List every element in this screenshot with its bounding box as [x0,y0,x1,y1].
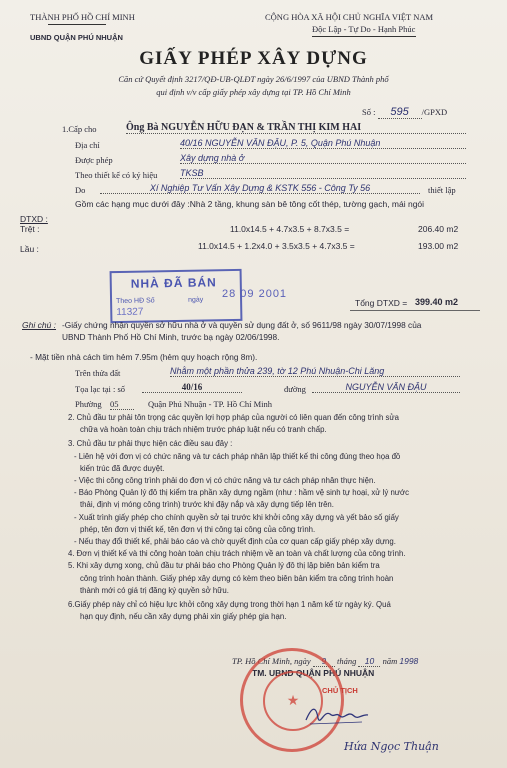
clause-line: hạn quy định, nếu cần xây dựng phải xin giấy phép gia hạn. [80,612,287,622]
document-title: GIẤY PHÉP XÂY DỰNG [139,48,368,69]
signature-role: CHỦ TỊCH [322,686,358,695]
signature-org: TM. UBND QUẬN PHÚ NHUẬN [252,668,375,678]
clause-line: - Nếu thay đổi thiết kế, phải báo cáo và chờ quyết định của cơ quan cấp giấy phép xây dựng. [74,537,396,547]
date-day: 9 [313,656,335,667]
clause-line: 3. Chủ đầu tư phải thực hiện các điều sau đây : [68,439,233,449]
ground-floor-label: Trệt : [20,224,40,234]
clause-line: 4. Đơn vị thiết kế và thi công hoàn toàn chịu trách nhiệm về an toàn và chất lượng của công trình. [68,549,406,559]
basis-line-2: qui định v/v cấp giấy phép xây dựng tại TP. Hồ Chí Minh [156,87,351,97]
street-value: NGUYỄN VĂN ĐẬU [312,382,460,393]
note-line-1: -Giấy chứng nhận quyền sở hữu nhà ở và quyền sử dụng đất ở, số 9611/98 ngày 30/07/1998 của [62,320,422,330]
signature-scribble [302,700,372,730]
permitted-value: Xây dựng nhà ở [180,153,466,164]
clause-line: - Việc thi công công trình phải do đơn vị có chức năng và tư cách pháp nhân thực hiện. [74,476,376,486]
clause-line: 5. Khi xây dựng xong, chủ đầu tư phải báo cho Phòng Quản lý đô thị lập biên bản kiểm tra [68,561,380,571]
by-value: Xí Nghiệp Tư Vấn Xây Dựng & KSTK 556 - Công Ty 56 [100,183,420,194]
ward-district-city: Quận Phú Nhuận - TP. Hồ Chí Minh [148,399,273,409]
sold-stamp-title: NHÀ ĐÃ BÁN [130,275,217,291]
issued-to-label: 1.Cấp cho [62,124,97,134]
clause-line: 6.Giấy phép này chỉ có hiệu lực khởi công xây dựng trong thời hạn 1 năm kể từ ngày ký. Quá [68,600,391,610]
note-line-2: UBND Thành Phố Hồ Chí Minh, trước bạ ngày 02/06/1998. [62,332,280,342]
date-year: 1998 [399,656,419,666]
date-month-label: tháng [336,656,357,666]
note-label: Ghi chú : [22,320,57,330]
total-value: 399.40 m2 [415,297,459,307]
plot-label: Trên thửa đất [75,368,121,378]
basis-line-1: Căn cứ Quyết định 3217/QĐ-UB-QLĐT ngày 26/6/1997 của UBND Thành phố [118,74,389,84]
clause-line: công trình hoàn thành. Giấy phép xây dựng có kèm theo biên bản kiểm tra công trình hoàn [80,573,394,583]
number-suffix: /GPXD [421,107,448,117]
header-city: THÀNH PHỐ HỒ CHÍ MINH [30,12,135,22]
seal-star-icon: ★ [286,694,300,709]
clause-line: thải, định vị móng công trình) trước khi đậy nắp và xây dựng tiếp lên trên. [80,500,334,510]
date-year-label: năm [382,656,398,666]
house-number: 40/16 [142,382,242,393]
dtxd-label: DTXD : [20,214,48,224]
sold-stamp-contract-no: 11327 [116,306,144,319]
upper-floor-formula: 11.0x14.5 + 1.2x4.0 + 3.5x3.5 + 4.7x3.5 = [198,241,355,251]
sold-stamp-date: 28 09 2001 [222,288,288,300]
number-value: 595 [378,106,422,119]
clause-line: 2. Chủ đầu tư phải tôn trọng các quyền lợi hợp pháp của người có liên quan đến công trình sửa [68,413,399,422]
date-prefix: TP. Hồ Chí Minh, ngày [232,656,311,666]
header-motto: Độc Lập - Tự Do - Hạnh Phúc [312,24,416,34]
ward-value: 05 [110,399,134,410]
by-suffix: thiết lập [428,185,456,195]
street-label: đường [284,384,306,394]
header-divider [48,24,106,25]
includes-line: Gồm các hạng mục dưới đây :Nhà 2 tầng, khung sàn bê tông cốt thép, tường gạch, mái ngói [75,199,425,209]
signer-name: Hứa Ngọc Thuận [344,740,439,753]
note-line-3: - Mặt tiền nhà cách tim hẻm 7.95m (hẻm quy hoạch rộng 8m). [30,352,258,362]
upper-floor-label: Lầu : [20,244,39,254]
design-value: TKSB [180,168,466,179]
ground-floor-formula: 11.0x14.5 + 4.7x3.5 + 8.7x3.5 = [230,224,350,234]
clause-line: phép, tên đơn vị thiết kế, tên đơn vị thi công tại công của công trình. [80,524,316,534]
address-value: 40/16 NGUYỄN VĂN ĐẬU, P. 5, Quận Phú Nhuận [180,138,466,149]
permitted-label: Được phép [75,155,113,165]
by-label: Do [75,185,86,195]
plot-value: Nhằm một phần thửa 239, tờ 12 Phú Nhuận-Chi Lăng [170,366,460,377]
upper-floor-value: 193.00 m2 [418,241,459,251]
header-district: UBND QUẬN PHÚ NHUẬN [30,33,123,42]
clause-line: kiến trúc đã được duyệt. [80,463,165,473]
sold-stamp-contract-label: Theo HĐ Số [116,297,155,306]
total-rule [350,310,480,311]
header-republic: CỘNG HÒA XÃ HỘI CHỦ NGHĨA VIỆT NAM [265,12,434,22]
ward-label: Phường [75,399,102,409]
sold-stamp-date-label: ngày [188,296,204,304]
issued-to-value: Ông Bà NGUYỄN HỮU ĐẠN & TRẦN THỊ KIM HAI [126,122,466,134]
clause-line: - Xuất trình giấy phép cho chính quyền sở tại trước khi khởi công xây dựng và yết bảo số giấy [74,512,399,522]
number-prefix: Số : [362,107,376,117]
address-label: Địa chỉ [75,140,100,150]
design-label: Theo thiết kế có ký hiệu [75,170,158,180]
clause-line: thành mới có giá trị đăng ký quyền sở hữu. [80,585,229,595]
clause-line: chữa và hoàn toàn chịu trách nhiệm trước pháp luật nếu có tranh chấp. [80,425,327,435]
permit-number [362,106,447,119]
total-label: Tổng DTXD = [355,298,408,308]
address-at-label: Tọa lạc tại : số [75,384,126,394]
ground-floor-value: 206.40 m2 [418,224,459,234]
clauses-list [68,412,409,623]
clause-line: - Liên hệ với đơn vị có chức năng và tư cách pháp nhân lập thiết kế thi công đúng theo họa đồ [74,451,401,461]
clause-line: - Báo Phòng Quản lý đô thị kiểm tra phần xây dựng ngầm (như : hầm vệ sinh tự hoại, xử lý nước [74,488,410,498]
motto-underline [312,36,416,37]
date-month: 10 [358,656,380,667]
